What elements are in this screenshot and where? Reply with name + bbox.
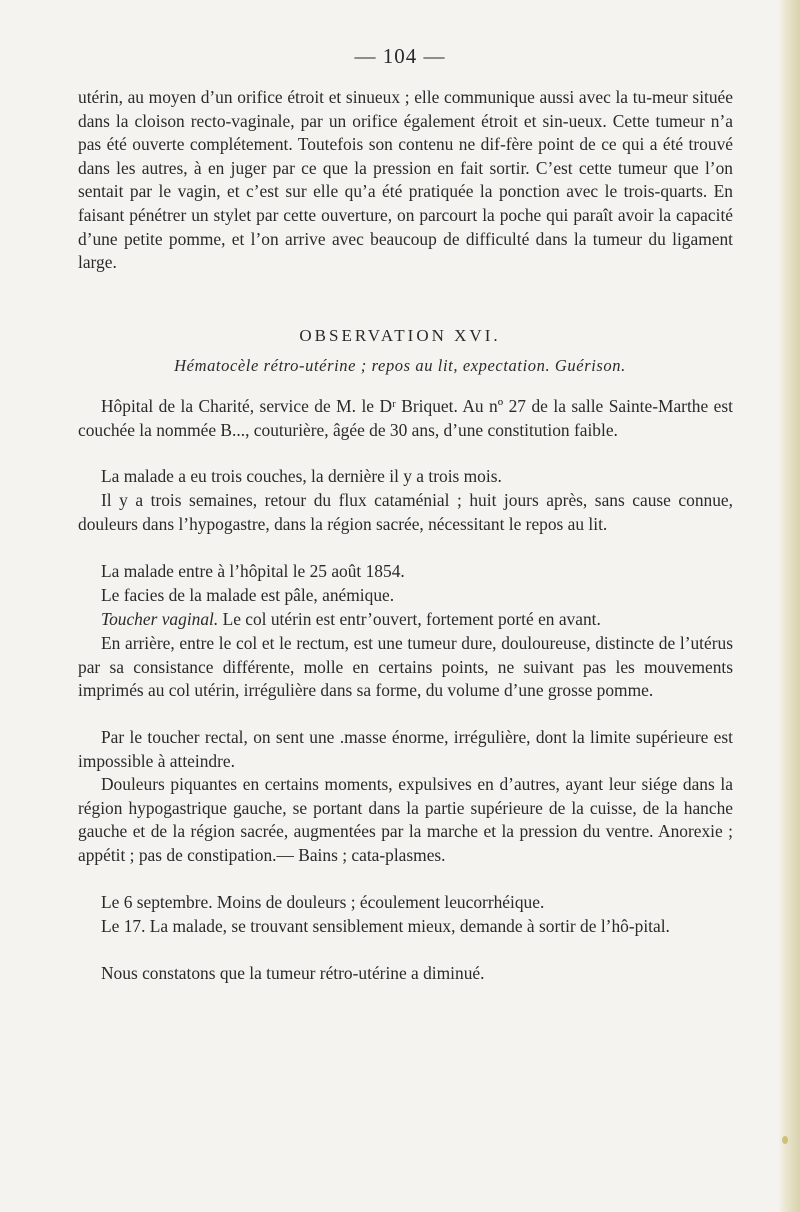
page-edge-shadow — [778, 0, 800, 1212]
toucher-vaginal-label: Toucher vaginal. — [101, 609, 219, 629]
paragraph-toucher-vaginal — [78, 608, 733, 632]
page-number: — 104 — — [354, 44, 446, 68]
paragraph-facies: Le facies de la malade est pâle, anémique. — [101, 585, 395, 605]
ink-spot — [782, 1136, 788, 1144]
paragraph-tumeur: En arrière, entre le col et le rectum, est une tumeur dure, douloureuse, distincte de l’utérus par sa consistance différente, molle en certains points, ne suivant pas les mouvements imprimés au col utérin, irrégulière dans sa forme, du volume d’une grosse pomme. — [78, 633, 733, 701]
paragraph-hospital: Hôpital de la Charité, service de M. le Dʳ Briquet. Au nº 27 de la salle Sainte-Marthe est couchée la nommée B..., couturière, âgée de 30 ans, d’une constitution faible. — [78, 396, 733, 440]
paragraph-admission: La malade entre à l’hôpital le 25 août 1854. — [101, 561, 405, 581]
intro-paragraph: utérin, au moyen d’un orifice étroit et sinueux ; elle communique aussi avec la tu-meur située dans la cloison recto-vaginale, par un orifice également étroit et sin-ueux. Cette tumeur n’a pas été ouverte complétement. Toutefois son contenu ne dif-fère point de ce qui a été trouvé dans les autres, à en juger par ce que la pression en fait sortir. C’est cette tumeur que l’on sentait par le vagin, et c’est sur elle qu’a été pratiquée la ponction avec le trois-quarts. En faisant pénétrer un stylet par cette ouverture, on parcourt la poche qui paraît avoir la capacité d’une petite pomme, et l’on arrive avec beaucoup de difficulté dans la tumeur du ligament large. — [78, 87, 733, 273]
paragraph-conclusion: Nous constatons que la tumeur rétro-utérine a diminué. — [101, 963, 485, 983]
observation-title: OBSERVATION XVI. — [299, 326, 501, 345]
paragraph-douleurs: Douleurs piquantes en certains moments, expulsives en d’autres, ayant leur siége dans la région hypogastrique gauche, se portant dans la partie supérieure de la cuisse, de la hanche gauche et de la région sacrée, augmentées par la marche et la pression du ventre. Anorexie ; appétit ; pas de constipation.— Bains ; cata-plasmes. — [78, 774, 733, 865]
toucher-vaginal-text: Le col utérin est entr’ouvert, fortement porté en avant. — [218, 609, 601, 629]
paragraph-couches: La malade a eu trois couches, la dernière il y a trois mois. — [101, 466, 502, 486]
paragraph-symptoms: Il y a trois semaines, retour du flux cataménial ; huit jours après, sans cause connue, douleurs dans l’hypogastre, dans la région sacrée, nécessitant le repos au lit. — [78, 490, 733, 534]
observation-subtitle: Hématocèle rétro-utérine ; repos au lit, expectation. Guérison. — [174, 356, 626, 375]
paragraph-toucher-rectal: Par le toucher rectal, on sent une .masse énorme, irrégulière, dont la limite supérieure est impossible à atteindre. — [78, 727, 733, 771]
paragraph-17: Le 17. La malade, se trouvant sensiblement mieux, demande à sortir de l’hô-pital. — [101, 916, 670, 936]
paragraph-6-septembre: Le 6 septembre. Moins de douleurs ; écoulement leucorrhéique. — [101, 892, 545, 912]
